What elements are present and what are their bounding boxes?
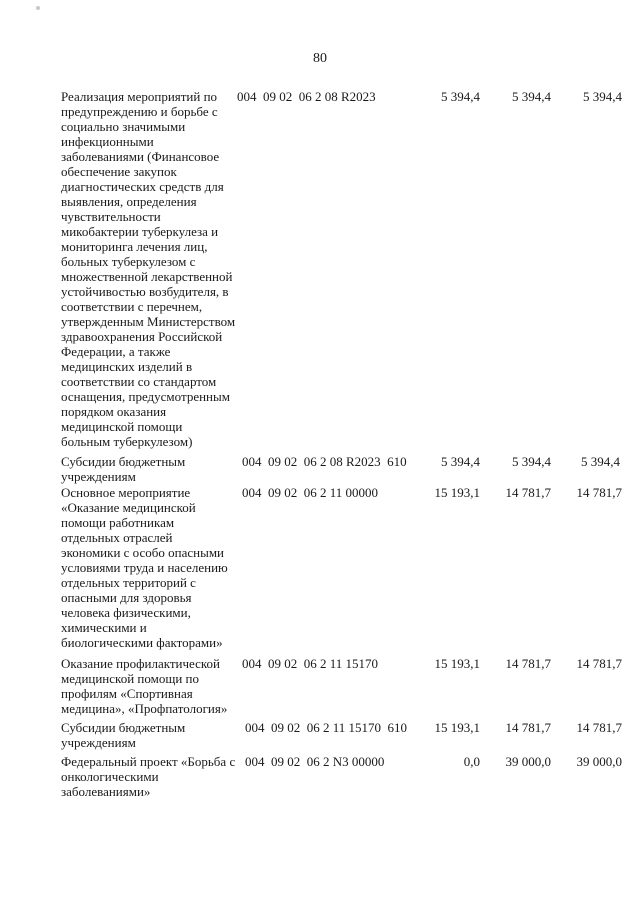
section-code: 09 <box>268 454 281 469</box>
ministry-code: 004 <box>242 485 262 500</box>
subsection-code: 02 <box>284 485 298 500</box>
row-codes <box>237 89 379 104</box>
amount-year-1: 15 193,1 <box>434 656 480 671</box>
amount-year-3: 14 781,7 <box>576 485 622 500</box>
target-code: 06 2 08 R2023 <box>303 454 381 469</box>
row-name: Субсидии бюджетным учреждениям <box>61 720 186 750</box>
amount-year-1: 5 394,4 <box>441 89 480 104</box>
expense-code: 610 <box>387 454 407 469</box>
page-number: 80 <box>313 51 327 66</box>
subsection-code: 02 <box>284 454 298 469</box>
row-name: Федеральный проект «Борьба с онкологическими заболеваниями» <box>61 754 236 799</box>
amount-year-2: 14 781,7 <box>505 656 551 671</box>
subsection-code: 02 <box>279 89 293 104</box>
amount-year-3: 5 394,4 <box>581 454 620 469</box>
target-code: 06 2 08 R2023 <box>298 89 376 104</box>
amount-year-2: 5 394,4 <box>512 89 551 104</box>
section-code: 09 <box>271 720 284 735</box>
row-name: Основное мероприятие «Оказание медицинской помощи работникам отдельных отраслей экономики с особо опасными условиями труда и населению отдельных территорий с опасными для здоровья человека физическими, химическими и биологическими факторами» <box>61 485 228 650</box>
row-codes <box>245 754 388 769</box>
row-codes <box>245 720 407 735</box>
ministry-code: 004 <box>245 754 265 769</box>
expense-code: 610 <box>387 720 408 735</box>
subsection-code: 02 <box>284 656 298 671</box>
ministry-code: 004 <box>242 656 262 671</box>
ministry-code: 004 <box>237 89 257 104</box>
row-name: Субсидии бюджетным учреждениям <box>61 454 186 484</box>
ministry-code: 004 <box>245 720 265 735</box>
subsection-code: 02 <box>287 720 301 735</box>
amount-year-1: 5 394,4 <box>441 454 480 469</box>
amount-year-1: 0,0 <box>463 754 480 769</box>
target-code: 06 2 11 15170 <box>306 720 382 735</box>
section-code: 09 <box>268 656 281 671</box>
ministry-code: 004 <box>242 454 262 469</box>
row-name: Реализация мероприятий по предупреждению и борьбе с социально значимыми инфекционными заболеваниями (Финансовое обеспечение закупок диагностических средств для выявления, определения чувствительности микобактерии туберкулеза и мониторинга лечения лиц, больных туберкулезом с множественной лекарственной устойчивостью возбудителя, в соответствии с перечнем, утвержденным Министерством здравоохранения Российской Федерации, а также медицинских изделий в соответствии со стандартом оснащения, предусмотренным порядком оказания медицинской помощи больным туберкулезом) <box>61 89 236 449</box>
amount-year-1: 15 193,1 <box>434 720 480 735</box>
subsection-code: 02 <box>287 754 301 769</box>
row-codes <box>242 485 381 500</box>
amount-year-2: 5 394,4 <box>512 454 551 469</box>
amount-year-2: 39 000,0 <box>505 754 551 769</box>
amount-year-3: 39 000,0 <box>576 754 622 769</box>
scan-speck <box>36 6 40 10</box>
amount-year-3: 14 781,7 <box>576 720 622 735</box>
row-codes <box>242 656 381 671</box>
target-code: 06 2 11 00000 <box>303 485 379 500</box>
amount-year-2: 14 781,7 <box>505 485 551 500</box>
section-code: 09 <box>271 754 284 769</box>
section-code: 09 <box>263 89 276 104</box>
target-code: 06 2 N3 00000 <box>306 754 385 769</box>
amount-year-3: 5 394,4 <box>583 89 622 104</box>
target-code: 06 2 11 15170 <box>303 656 379 671</box>
amount-year-3: 14 781,7 <box>576 656 622 671</box>
row-codes <box>242 454 407 469</box>
amount-year-1: 15 193,1 <box>434 485 480 500</box>
row-name: Оказание профилактической медицинской помощи по профилям «Спортивная медицина», «Профпатология» <box>61 656 228 716</box>
amount-year-2: 14 781,7 <box>505 720 551 735</box>
section-code: 09 <box>268 485 281 500</box>
